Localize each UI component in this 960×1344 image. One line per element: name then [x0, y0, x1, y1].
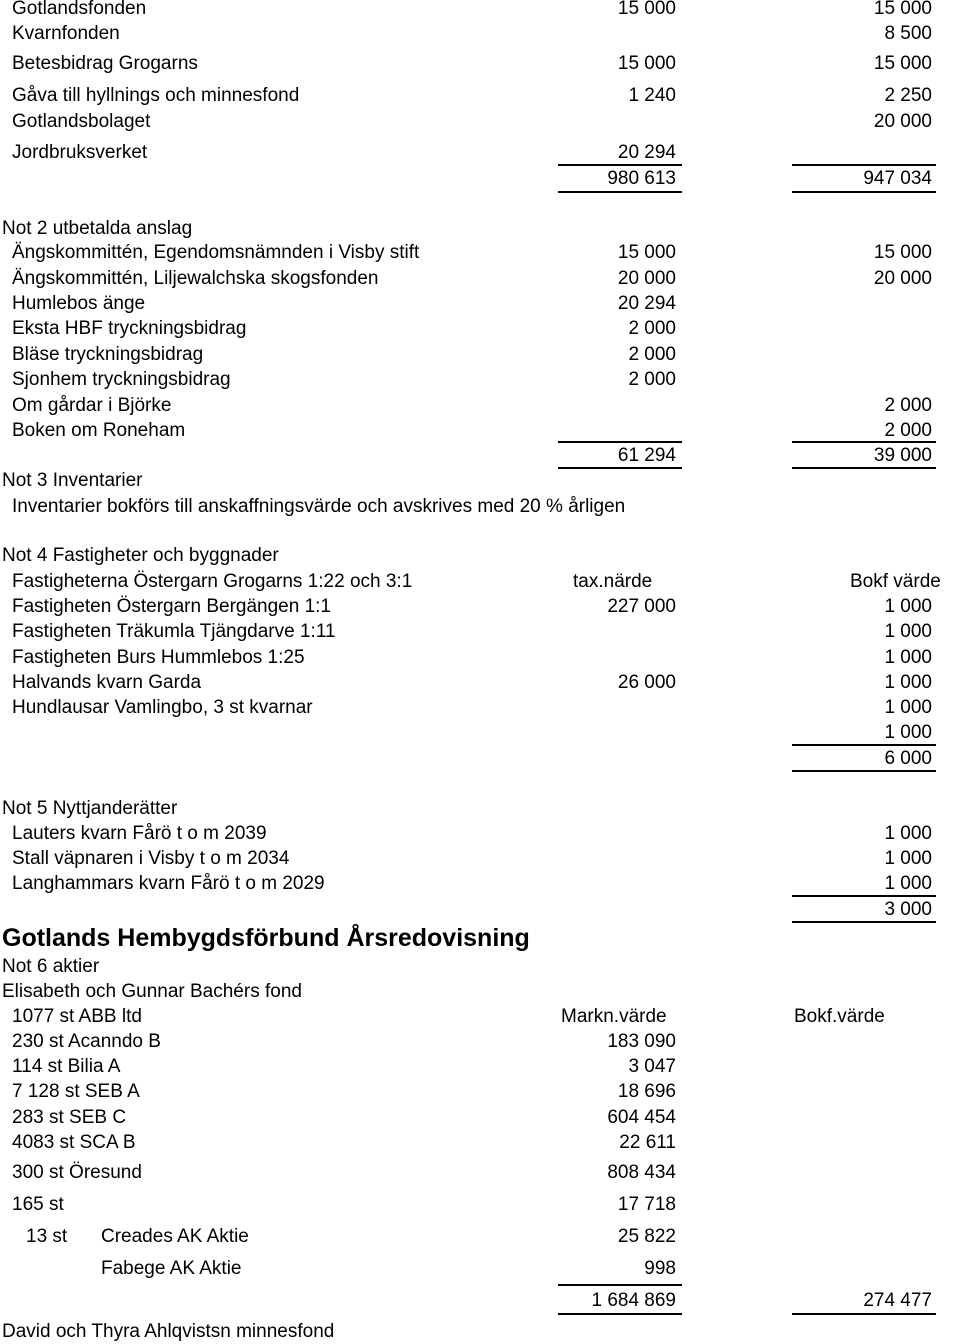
total-value-1: 61 294: [617, 445, 676, 466]
row-label: Boken om Roneham: [12, 420, 186, 441]
total-value-2: 6 000: [884, 748, 932, 769]
total-value-2: 274 477: [863, 1290, 932, 1311]
row-value-1: 20 294: [617, 142, 676, 163]
row-label: Stall väpnaren i Visby t o m 2034: [12, 848, 290, 869]
sum-line: [558, 191, 682, 193]
subheader-label: Fastigheterna Östergarn Grogarns 1:22 och 3:1: [12, 571, 413, 592]
section-title: Gotlands Hembygdsförbund Årsredovisning: [2, 924, 530, 952]
column-header: tax.närde: [573, 571, 653, 592]
note-heading: Not 5 Nyttjanderätter: [2, 798, 178, 819]
row-value-1: 227 000: [607, 596, 676, 617]
row-value-1: 604 454: [607, 1107, 676, 1128]
sum-line: [558, 467, 682, 469]
row-value-2: 1 000: [884, 596, 932, 617]
sum-line: [792, 921, 936, 923]
column-header: Bokf.värde: [794, 1006, 885, 1027]
row-value-1: 808 434: [607, 1162, 676, 1183]
row-value-1: 3 047: [628, 1056, 676, 1077]
sum-line: [792, 1313, 936, 1315]
sum-line: [792, 467, 936, 469]
total-value-2: 947 034: [863, 168, 932, 189]
row-label: 4083 st SCA B: [12, 1132, 136, 1153]
total-value-1: 980 613: [607, 168, 676, 189]
row-label: Ängskommittén, Liljewalchska skogsfonden: [12, 268, 379, 289]
sum-line: [792, 164, 936, 166]
row-label: Fastigheten Burs Hummlebos 1:25: [12, 647, 305, 668]
row-value-1: 15 000: [617, 53, 676, 74]
row-value-2: 2 250: [884, 85, 932, 106]
row-value-2: 15 000: [873, 242, 932, 263]
row-value-1: 1 240: [628, 85, 676, 106]
row-label: Creades AK Aktie: [101, 1226, 249, 1247]
row-label: 114 st Bilia A: [12, 1056, 121, 1077]
row-label: Jordbruksverket: [12, 142, 148, 163]
row-value-1: 998: [644, 1258, 676, 1279]
row-value-1: 15 000: [617, 242, 676, 263]
row-label: 7 128 st SEB A: [12, 1081, 140, 1102]
note-heading: Not 4 Fastigheter och byggnader: [2, 545, 279, 566]
sum-line: [792, 744, 936, 746]
row-label: Hundlausar Vamlingbo, 3 st kvarnar: [12, 697, 313, 718]
fund-name: Elisabeth och Gunnar Bachérs fond: [2, 981, 302, 1002]
row-value-2: 1 000: [884, 823, 932, 844]
row-label: Fastigheten Östergarn Bergängen 1:1: [12, 596, 331, 617]
row-value-2: 1 000: [884, 848, 932, 869]
note-text: Inventarier bokförs till anskaffningsvärde och avskrives med 20 % årligen: [12, 496, 626, 517]
row-value-1: 15 000: [617, 0, 676, 19]
row-value-2: 8 500: [884, 23, 932, 44]
row-value-2: 20 000: [873, 111, 932, 132]
row-label: Fabege AK Aktie: [101, 1258, 242, 1279]
row-label: 300 st Öresund: [12, 1162, 142, 1183]
row-label: Betesbidrag Grogarns: [12, 53, 198, 74]
sum-line: [558, 441, 682, 443]
row-label: Humlebos änge: [12, 293, 146, 314]
row-value-1: 2 000: [628, 344, 676, 365]
column-header: Markn.värde: [561, 1006, 667, 1027]
total-value-1: 1 684 869: [591, 1290, 676, 1311]
row-label: Lauters kvarn Fårö t o m 2039: [12, 823, 267, 844]
row-value-2: 15 000: [873, 0, 932, 19]
row-label: Ängskommittén, Egendomsnämnden i Visby stift: [12, 242, 420, 263]
row-label: 230 st Acanndo B: [12, 1031, 161, 1052]
row-value-2: 2 000: [884, 420, 932, 441]
row-value-1: 2 000: [628, 369, 676, 390]
sum-line: [792, 895, 936, 897]
sum-line: [792, 191, 936, 193]
row-label: Gåva till hyllnings och minnesfond: [12, 85, 300, 106]
row-label: Gotlandsbolaget: [12, 111, 151, 132]
row-label: Kvarnfonden: [12, 23, 120, 44]
row-value-2: 20 000: [873, 268, 932, 289]
row-label: Langhammars kvarn Fårö t o m 2029: [12, 873, 325, 894]
note-heading: Not 2 utbetalda anslag: [2, 218, 193, 239]
row-label: Fastigheten Träkumla Tjängdarve 1:11: [12, 621, 336, 642]
row-value-1: 18 696: [617, 1081, 676, 1102]
row-label: Halvands kvarn Garda: [12, 672, 202, 693]
row-value-2: 1 000: [884, 672, 932, 693]
sum-line: [792, 770, 936, 772]
sum-line: [558, 1313, 682, 1315]
sum-line: [792, 441, 936, 443]
row-value-2: 1 000: [884, 873, 932, 894]
row-value-1: 20 294: [617, 293, 676, 314]
row-value-1: 17 718: [617, 1194, 676, 1215]
row-value-2: 1 000: [884, 621, 932, 642]
total-value-2: 39 000: [873, 445, 932, 466]
row-value-1: 183 090: [607, 1031, 676, 1052]
row-value-2: 1 000: [884, 722, 932, 743]
column-header: Bokf värde: [850, 571, 941, 592]
row-value-2: 1 000: [884, 697, 932, 718]
row-label: Gotlandsfonden: [12, 0, 147, 19]
row-label: 165 st: [12, 1194, 64, 1215]
row-value-1: 26 000: [617, 672, 676, 693]
row-label: 283 st SEB C: [12, 1107, 127, 1128]
row-value-2: 2 000: [884, 395, 932, 416]
row-value-1: 20 000: [617, 268, 676, 289]
sum-line: [558, 164, 682, 166]
sum-line: [558, 1284, 682, 1286]
note-heading: Not 3 Inventarier: [2, 470, 143, 491]
row-value-1: 2 000: [628, 318, 676, 339]
row-qty: 13 st: [26, 1226, 68, 1247]
row-label: Om gårdar i Björke: [12, 395, 172, 416]
row-value-2: 1 000: [884, 647, 932, 668]
row-label: Sjonhem tryckningsbidrag: [12, 369, 231, 390]
row-label: Bläse tryckningsbidrag: [12, 344, 204, 365]
total-value-2: 3 000: [884, 899, 932, 920]
row-value-1: 25 822: [617, 1226, 676, 1247]
row-value-1: 22 611: [619, 1132, 676, 1153]
row-label: Eksta HBF tryckningsbidrag: [12, 318, 247, 339]
note-heading: Not 6 aktier: [2, 956, 100, 977]
row-value-2: 15 000: [873, 53, 932, 74]
row-label: 1077 st ABB ltd: [12, 1006, 142, 1027]
fund-name: David och Thyra Ahlqvistsn minnesfond: [2, 1321, 335, 1342]
